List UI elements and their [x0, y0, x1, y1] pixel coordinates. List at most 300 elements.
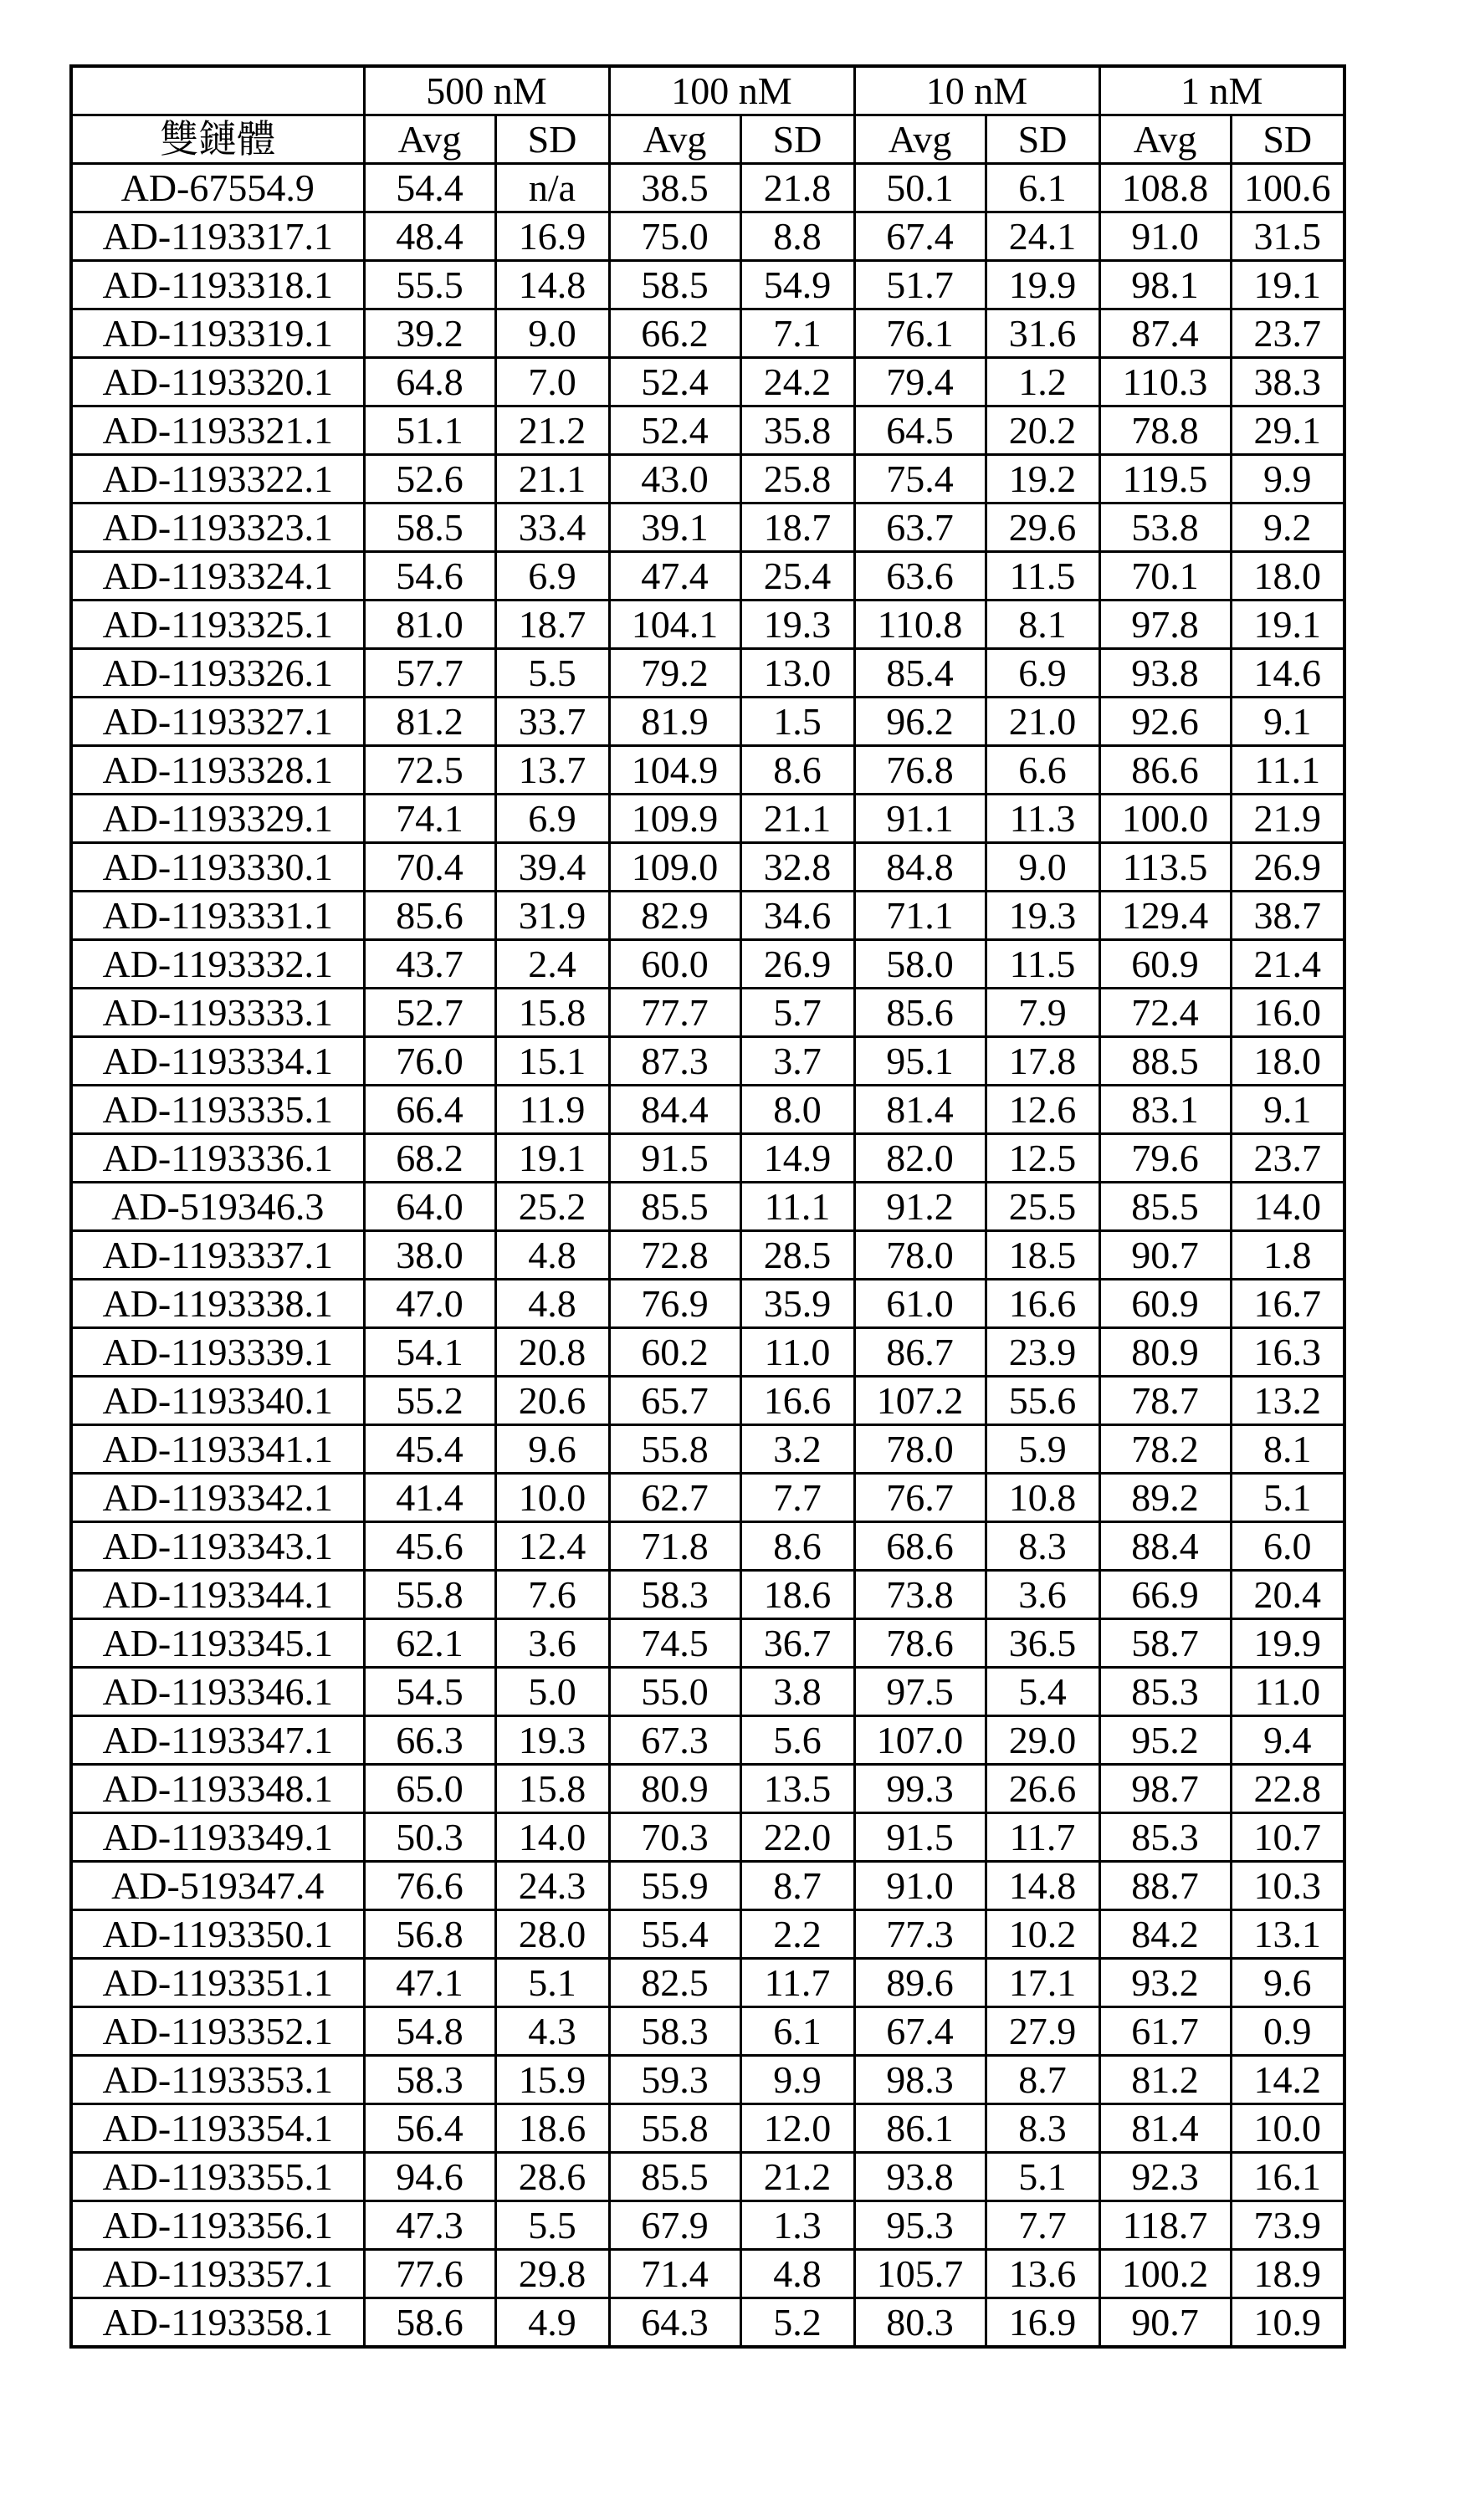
avg-10nm-cell: 86.1 [854, 2104, 986, 2153]
avg-500nm-cell: 52.6 [364, 455, 495, 503]
sd-100nm-cell: 3.8 [740, 1668, 854, 1716]
sd-10nm-cell: 12.6 [986, 1086, 1099, 1134]
avg-500nm-cell: 48.4 [364, 212, 495, 261]
duplex-id-cell: AD-1193328.1 [71, 746, 364, 795]
sd-500nm-cell: 5.1 [495, 1959, 609, 2007]
table-row [71, 261, 1344, 309]
sd-10nm-cell: 20.2 [986, 406, 1099, 455]
sd-10nm-cell: 9.0 [986, 843, 1099, 892]
avg-1nm-cell: 97.8 [1099, 601, 1231, 649]
avg-100nm-cell: 58.3 [609, 1571, 740, 1619]
sd-100nm-cell: 7.7 [740, 1474, 854, 1522]
avg-1nm-cell: 91.0 [1099, 212, 1231, 261]
header-sd: SD [740, 115, 854, 164]
avg-1nm-cell: 79.6 [1099, 1134, 1231, 1183]
duplex-activity-table [69, 64, 1346, 2349]
sd-500nm-cell: 24.3 [495, 1862, 609, 1910]
sd-100nm-cell: 5.6 [740, 1716, 854, 1765]
sd-500nm-cell: 39.4 [495, 843, 609, 892]
avg-1nm-cell: 81.2 [1099, 2056, 1231, 2104]
avg-100nm-cell: 74.5 [609, 1619, 740, 1668]
avg-10nm-cell: 79.4 [854, 358, 986, 406]
sd-1nm-cell: 19.1 [1231, 261, 1344, 309]
avg-10nm-cell: 58.0 [854, 940, 986, 989]
avg-1nm-cell: 66.9 [1099, 1571, 1231, 1619]
sd-1nm-cell: 20.4 [1231, 1571, 1344, 1619]
header-100nm: 100 nM [609, 66, 854, 115]
avg-500nm-cell: 54.5 [364, 1668, 495, 1716]
sd-1nm-cell: 100.6 [1231, 164, 1344, 212]
header-duplex: 雙鏈體 [71, 115, 364, 164]
duplex-id-cell: AD-1193324.1 [71, 552, 364, 601]
duplex-id-cell: AD-1193341.1 [71, 1425, 364, 1474]
avg-10nm-cell: 82.0 [854, 1134, 986, 1183]
avg-100nm-cell: 70.3 [609, 1813, 740, 1862]
sd-100nm-cell: 11.1 [740, 1183, 854, 1231]
sd-10nm-cell: 16.6 [986, 1280, 1099, 1328]
sd-1nm-cell: 14.2 [1231, 2056, 1344, 2104]
sd-100nm-cell: 18.7 [740, 503, 854, 552]
sd-100nm-cell: 28.5 [740, 1231, 854, 1280]
table-row [71, 1716, 1344, 1765]
table-row [71, 1619, 1344, 1668]
table-row [71, 2250, 1344, 2298]
duplex-id-cell: AD-1193320.1 [71, 358, 364, 406]
avg-1nm-cell: 129.4 [1099, 892, 1231, 940]
duplex-id-cell: AD-1193325.1 [71, 601, 364, 649]
avg-500nm-cell: 85.6 [364, 892, 495, 940]
avg-500nm-cell: 70.4 [364, 843, 495, 892]
sd-500nm-cell: 19.1 [495, 1134, 609, 1183]
avg-500nm-cell: 68.2 [364, 1134, 495, 1183]
header-1nm: 1 nM [1099, 66, 1344, 115]
avg-500nm-cell: 58.5 [364, 503, 495, 552]
duplex-id-cell: AD-1193355.1 [71, 2153, 364, 2201]
avg-500nm-cell: 72.5 [364, 746, 495, 795]
sd-500nm-cell: 12.4 [495, 1522, 609, 1571]
avg-1nm-cell: 85.3 [1099, 1813, 1231, 1862]
sd-1nm-cell: 9.6 [1231, 1959, 1344, 2007]
sd-100nm-cell: 5.2 [740, 2298, 854, 2348]
sd-10nm-cell: 24.1 [986, 212, 1099, 261]
duplex-id-cell: AD-519346.3 [71, 1183, 364, 1231]
avg-500nm-cell: 50.3 [364, 1813, 495, 1862]
concentration-header-row [71, 66, 1344, 115]
table-row [71, 552, 1344, 601]
sd-500nm-cell: 9.0 [495, 309, 609, 358]
duplex-id-cell: AD-1193336.1 [71, 1134, 364, 1183]
avg-1nm-cell: 92.6 [1099, 698, 1231, 746]
sd-500nm-cell: 15.8 [495, 989, 609, 1037]
sd-100nm-cell: 25.4 [740, 552, 854, 601]
avg-100nm-cell: 60.0 [609, 940, 740, 989]
sd-10nm-cell: 8.3 [986, 1522, 1099, 1571]
avg-10nm-cell: 67.4 [854, 212, 986, 261]
sd-500nm-cell: n/a [495, 164, 609, 212]
avg-1nm-cell: 81.4 [1099, 2104, 1231, 2153]
avg-500nm-cell: 64.0 [364, 1183, 495, 1231]
sd-100nm-cell: 6.1 [740, 2007, 854, 2056]
sd-100nm-cell: 7.1 [740, 309, 854, 358]
duplex-id-cell: AD-1193331.1 [71, 892, 364, 940]
avg-1nm-cell: 98.1 [1099, 261, 1231, 309]
sd-1nm-cell: 29.1 [1231, 406, 1344, 455]
sd-10nm-cell: 1.2 [986, 358, 1099, 406]
avg-10nm-cell: 71.1 [854, 892, 986, 940]
avg-500nm-cell: 58.3 [364, 2056, 495, 2104]
table-row [71, 2007, 1344, 2056]
avg-10nm-cell: 76.8 [854, 746, 986, 795]
sd-10nm-cell: 6.9 [986, 649, 1099, 698]
avg-500nm-cell: 51.1 [364, 406, 495, 455]
sd-1nm-cell: 0.9 [1231, 2007, 1344, 2056]
duplex-id-cell: AD-1193347.1 [71, 1716, 364, 1765]
sd-100nm-cell: 36.7 [740, 1619, 854, 1668]
header-avg: Avg [1099, 115, 1231, 164]
avg-10nm-cell: 76.1 [854, 309, 986, 358]
sd-100nm-cell: 11.7 [740, 1959, 854, 2007]
sd-10nm-cell: 55.6 [986, 1377, 1099, 1425]
avg-500nm-cell: 54.8 [364, 2007, 495, 2056]
avg-100nm-cell: 104.1 [609, 601, 740, 649]
table-row [71, 1377, 1344, 1425]
duplex-id-cell: AD-1193353.1 [71, 2056, 364, 2104]
sd-500nm-cell: 15.8 [495, 1765, 609, 1813]
avg-10nm-cell: 63.6 [854, 552, 986, 601]
table-row [71, 2201, 1344, 2250]
sd-500nm-cell: 18.6 [495, 2104, 609, 2153]
duplex-id-cell: AD-1193327.1 [71, 698, 364, 746]
avg-10nm-cell: 91.5 [854, 1813, 986, 1862]
sd-10nm-cell: 19.2 [986, 455, 1099, 503]
duplex-id-cell: AD-1193351.1 [71, 1959, 364, 2007]
table-row [71, 2056, 1344, 2104]
avg-100nm-cell: 64.3 [609, 2298, 740, 2348]
duplex-id-cell: AD-1193349.1 [71, 1813, 364, 1862]
header-10nm: 10 nM [854, 66, 1099, 115]
table-row [71, 1571, 1344, 1619]
sd-1nm-cell: 10.7 [1231, 1813, 1344, 1862]
sd-1nm-cell: 38.3 [1231, 358, 1344, 406]
sd-10nm-cell: 5.4 [986, 1668, 1099, 1716]
avg-500nm-cell: 77.6 [364, 2250, 495, 2298]
sd-1nm-cell: 8.1 [1231, 1425, 1344, 1474]
table-row [71, 649, 1344, 698]
sd-10nm-cell: 7.9 [986, 989, 1099, 1037]
avg-1nm-cell: 60.9 [1099, 940, 1231, 989]
sd-10nm-cell: 11.5 [986, 940, 1099, 989]
table-row [71, 1522, 1344, 1571]
avg-100nm-cell: 55.4 [609, 1910, 740, 1959]
sd-500nm-cell: 19.3 [495, 1716, 609, 1765]
avg-100nm-cell: 91.5 [609, 1134, 740, 1183]
sd-1nm-cell: 14.0 [1231, 1183, 1344, 1231]
sd-100nm-cell: 5.7 [740, 989, 854, 1037]
avg-500nm-cell: 58.6 [364, 2298, 495, 2348]
duplex-id-cell: AD-1193321.1 [71, 406, 364, 455]
avg-100nm-cell: 104.9 [609, 746, 740, 795]
sd-500nm-cell: 28.6 [495, 2153, 609, 2201]
avg-1nm-cell: 78.8 [1099, 406, 1231, 455]
avg-100nm-cell: 66.2 [609, 309, 740, 358]
avg-100nm-cell: 72.8 [609, 1231, 740, 1280]
duplex-id-cell: AD-1193318.1 [71, 261, 364, 309]
sd-100nm-cell: 21.2 [740, 2153, 854, 2201]
avg-100nm-cell: 60.2 [609, 1328, 740, 1377]
header-500nm: 500 nM [364, 66, 609, 115]
sd-100nm-cell: 8.6 [740, 746, 854, 795]
avg-500nm-cell: 38.0 [364, 1231, 495, 1280]
duplex-id-cell: AD-1193335.1 [71, 1086, 364, 1134]
avg-500nm-cell: 76.0 [364, 1037, 495, 1086]
avg-1nm-cell: 110.3 [1099, 358, 1231, 406]
avg-1nm-cell: 90.7 [1099, 1231, 1231, 1280]
sd-500nm-cell: 6.9 [495, 552, 609, 601]
sd-100nm-cell: 26.9 [740, 940, 854, 989]
avg-10nm-cell: 110.8 [854, 601, 986, 649]
avg-100nm-cell: 52.4 [609, 406, 740, 455]
sd-1nm-cell: 13.1 [1231, 1910, 1344, 1959]
sd-100nm-cell: 13.0 [740, 649, 854, 698]
sd-10nm-cell: 13.6 [986, 2250, 1099, 2298]
sd-1nm-cell: 6.0 [1231, 1522, 1344, 1571]
sd-1nm-cell: 26.9 [1231, 843, 1344, 892]
avg-100nm-cell: 81.9 [609, 698, 740, 746]
sd-1nm-cell: 73.9 [1231, 2201, 1344, 2250]
sd-1nm-cell: 1.8 [1231, 1231, 1344, 1280]
avg-1nm-cell: 118.7 [1099, 2201, 1231, 2250]
avg-1nm-cell: 80.9 [1099, 1328, 1231, 1377]
duplex-id-cell: AD-1193357.1 [71, 2250, 364, 2298]
sd-100nm-cell: 21.8 [740, 164, 854, 212]
avg-500nm-cell: 64.8 [364, 358, 495, 406]
sd-1nm-cell: 16.1 [1231, 2153, 1344, 2201]
sd-500nm-cell: 33.7 [495, 698, 609, 746]
duplex-id-cell: AD-1193333.1 [71, 989, 364, 1037]
avg-500nm-cell: 81.0 [364, 601, 495, 649]
avg-1nm-cell: 90.7 [1099, 2298, 1231, 2348]
avg-100nm-cell: 55.8 [609, 1425, 740, 1474]
table-row [71, 698, 1344, 746]
sd-100nm-cell: 2.2 [740, 1910, 854, 1959]
avg-1nm-cell: 93.8 [1099, 649, 1231, 698]
avg-100nm-cell: 79.2 [609, 649, 740, 698]
avg-10nm-cell: 61.0 [854, 1280, 986, 1328]
avg-100nm-cell: 87.3 [609, 1037, 740, 1086]
duplex-id-cell: AD-1193329.1 [71, 795, 364, 843]
avg-10nm-cell: 107.0 [854, 1716, 986, 1765]
sd-100nm-cell: 35.8 [740, 406, 854, 455]
avg-1nm-cell: 95.2 [1099, 1716, 1231, 1765]
sd-500nm-cell: 9.6 [495, 1425, 609, 1474]
table-row [71, 1668, 1344, 1716]
avg-500nm-cell: 47.3 [364, 2201, 495, 2250]
sd-100nm-cell: 21.1 [740, 795, 854, 843]
avg-10nm-cell: 86.7 [854, 1328, 986, 1377]
avg-10nm-cell: 81.4 [854, 1086, 986, 1134]
sd-500nm-cell: 4.9 [495, 2298, 609, 2348]
avg-10nm-cell: 73.8 [854, 1571, 986, 1619]
avg-1nm-cell: 83.1 [1099, 1086, 1231, 1134]
avg-100nm-cell: 84.4 [609, 1086, 740, 1134]
sd-1nm-cell: 16.7 [1231, 1280, 1344, 1328]
sd-10nm-cell: 29.0 [986, 1716, 1099, 1765]
duplex-id-cell: AD-1193354.1 [71, 2104, 364, 2153]
avg-500nm-cell: 54.6 [364, 552, 495, 601]
sd-500nm-cell: 7.0 [495, 358, 609, 406]
table-row [71, 1231, 1344, 1280]
duplex-id-cell: AD-1193358.1 [71, 2298, 364, 2348]
avg-1nm-cell: 88.5 [1099, 1037, 1231, 1086]
duplex-id-cell: AD-1193332.1 [71, 940, 364, 989]
avg-100nm-cell: 39.1 [609, 503, 740, 552]
sd-100nm-cell: 12.0 [740, 2104, 854, 2153]
table-row [71, 1959, 1344, 2007]
avg-500nm-cell: 76.6 [364, 1862, 495, 1910]
header-sd: SD [986, 115, 1099, 164]
sd-1nm-cell: 5.1 [1231, 1474, 1344, 1522]
sd-500nm-cell: 13.7 [495, 746, 609, 795]
sd-10nm-cell: 31.6 [986, 309, 1099, 358]
sd-1nm-cell: 16.0 [1231, 989, 1344, 1037]
table-row [71, 164, 1344, 212]
sd-500nm-cell: 4.8 [495, 1280, 609, 1328]
avg-1nm-cell: 93.2 [1099, 1959, 1231, 2007]
header-sd: SD [495, 115, 609, 164]
avg-500nm-cell: 54.1 [364, 1328, 495, 1377]
avg-10nm-cell: 50.1 [854, 164, 986, 212]
avg-500nm-cell: 66.3 [364, 1716, 495, 1765]
sd-1nm-cell: 10.3 [1231, 1862, 1344, 1910]
table-row [71, 989, 1344, 1037]
avg-500nm-cell: 45.4 [364, 1425, 495, 1474]
sd-10nm-cell: 19.3 [986, 892, 1099, 940]
sd-1nm-cell: 11.0 [1231, 1668, 1344, 1716]
sd-100nm-cell: 13.5 [740, 1765, 854, 1813]
duplex-id-cell: AD-1193326.1 [71, 649, 364, 698]
sd-100nm-cell: 3.7 [740, 1037, 854, 1086]
sd-10nm-cell: 26.6 [986, 1765, 1099, 1813]
avg-10nm-cell: 78.6 [854, 1619, 986, 1668]
avg-10nm-cell: 93.8 [854, 2153, 986, 2201]
avg-1nm-cell: 53.8 [1099, 503, 1231, 552]
avg-500nm-cell: 57.7 [364, 649, 495, 698]
table-row [71, 2298, 1344, 2348]
avg-10nm-cell: 96.2 [854, 698, 986, 746]
avg-10nm-cell: 77.3 [854, 1910, 986, 1959]
avg-500nm-cell: 47.0 [364, 1280, 495, 1328]
sd-100nm-cell: 19.3 [740, 601, 854, 649]
table-row [71, 1862, 1344, 1910]
sd-500nm-cell: 5.5 [495, 649, 609, 698]
sd-500nm-cell: 28.0 [495, 1910, 609, 1959]
table-body [71, 164, 1344, 2348]
table-row [71, 406, 1344, 455]
sd-1nm-cell: 9.9 [1231, 455, 1344, 503]
avg-500nm-cell: 62.1 [364, 1619, 495, 1668]
avg-10nm-cell: 85.4 [854, 649, 986, 698]
avg-10nm-cell: 51.7 [854, 261, 986, 309]
avg-10nm-cell: 85.6 [854, 989, 986, 1037]
sd-100nm-cell: 32.8 [740, 843, 854, 892]
sd-10nm-cell: 36.5 [986, 1619, 1099, 1668]
sd-1nm-cell: 18.9 [1231, 2250, 1344, 2298]
sd-1nm-cell: 14.6 [1231, 649, 1344, 698]
avg-1nm-cell: 84.2 [1099, 1910, 1231, 1959]
sd-100nm-cell: 34.6 [740, 892, 854, 940]
sd-500nm-cell: 5.5 [495, 2201, 609, 2250]
sd-10nm-cell: 11.5 [986, 552, 1099, 601]
avg-100nm-cell: 38.5 [609, 164, 740, 212]
header-avg: Avg [854, 115, 986, 164]
avg-100nm-cell: 85.5 [609, 2153, 740, 2201]
avg-500nm-cell: 43.7 [364, 940, 495, 989]
avg-1nm-cell: 61.7 [1099, 2007, 1231, 2056]
sd-500nm-cell: 33.4 [495, 503, 609, 552]
table-row [71, 746, 1344, 795]
duplex-id-cell: AD-1193340.1 [71, 1377, 364, 1425]
table-row [71, 1328, 1344, 1377]
sd-500nm-cell: 5.0 [495, 1668, 609, 1716]
duplex-id-cell: AD-1193317.1 [71, 212, 364, 261]
avg-100nm-cell: 62.7 [609, 1474, 740, 1522]
sd-500nm-cell: 21.1 [495, 455, 609, 503]
duplex-id-cell: AD-1193338.1 [71, 1280, 364, 1328]
avg-1nm-cell: 100.2 [1099, 2250, 1231, 2298]
sd-100nm-cell: 8.0 [740, 1086, 854, 1134]
table-row [71, 892, 1344, 940]
avg-10nm-cell: 78.0 [854, 1425, 986, 1474]
sd-500nm-cell: 10.0 [495, 1474, 609, 1522]
sd-500nm-cell: 21.2 [495, 406, 609, 455]
sd-100nm-cell: 9.9 [740, 2056, 854, 2104]
sd-100nm-cell: 8.6 [740, 1522, 854, 1571]
sd-1nm-cell: 9.2 [1231, 503, 1344, 552]
avg-10nm-cell: 97.5 [854, 1668, 986, 1716]
duplex-id-cell: AD-67554.9 [71, 164, 364, 212]
avg-1nm-cell: 78.2 [1099, 1425, 1231, 1474]
avg-10nm-cell: 89.6 [854, 1959, 986, 2007]
duplex-id-cell: AD-1193348.1 [71, 1765, 364, 1813]
sd-500nm-cell: 7.6 [495, 1571, 609, 1619]
table-row [71, 309, 1344, 358]
table-row [71, 1183, 1344, 1231]
avg-500nm-cell: 81.2 [364, 698, 495, 746]
avg-100nm-cell: 65.7 [609, 1377, 740, 1425]
avg-1nm-cell: 113.5 [1099, 843, 1231, 892]
table-row [71, 358, 1344, 406]
duplex-id-cell: AD-1193319.1 [71, 309, 364, 358]
sd-500nm-cell: 14.0 [495, 1813, 609, 1862]
sd-1nm-cell: 19.9 [1231, 1619, 1344, 1668]
avg-1nm-cell: 86.6 [1099, 746, 1231, 795]
sd-10nm-cell: 21.0 [986, 698, 1099, 746]
sd-100nm-cell: 1.3 [740, 2201, 854, 2250]
avg-1nm-cell: 98.7 [1099, 1765, 1231, 1813]
sd-10nm-cell: 8.3 [986, 2104, 1099, 2153]
avg-100nm-cell: 75.0 [609, 212, 740, 261]
avg-1nm-cell: 58.7 [1099, 1619, 1231, 1668]
avg-1nm-cell: 88.7 [1099, 1862, 1231, 1910]
sd-10nm-cell: 12.5 [986, 1134, 1099, 1183]
sd-10nm-cell: 7.7 [986, 2201, 1099, 2250]
avg-10nm-cell: 64.5 [854, 406, 986, 455]
sd-1nm-cell: 13.2 [1231, 1377, 1344, 1425]
avg-10nm-cell: 98.3 [854, 2056, 986, 2104]
sd-1nm-cell: 18.0 [1231, 1037, 1344, 1086]
avg-100nm-cell: 109.9 [609, 795, 740, 843]
table-row [71, 940, 1344, 989]
